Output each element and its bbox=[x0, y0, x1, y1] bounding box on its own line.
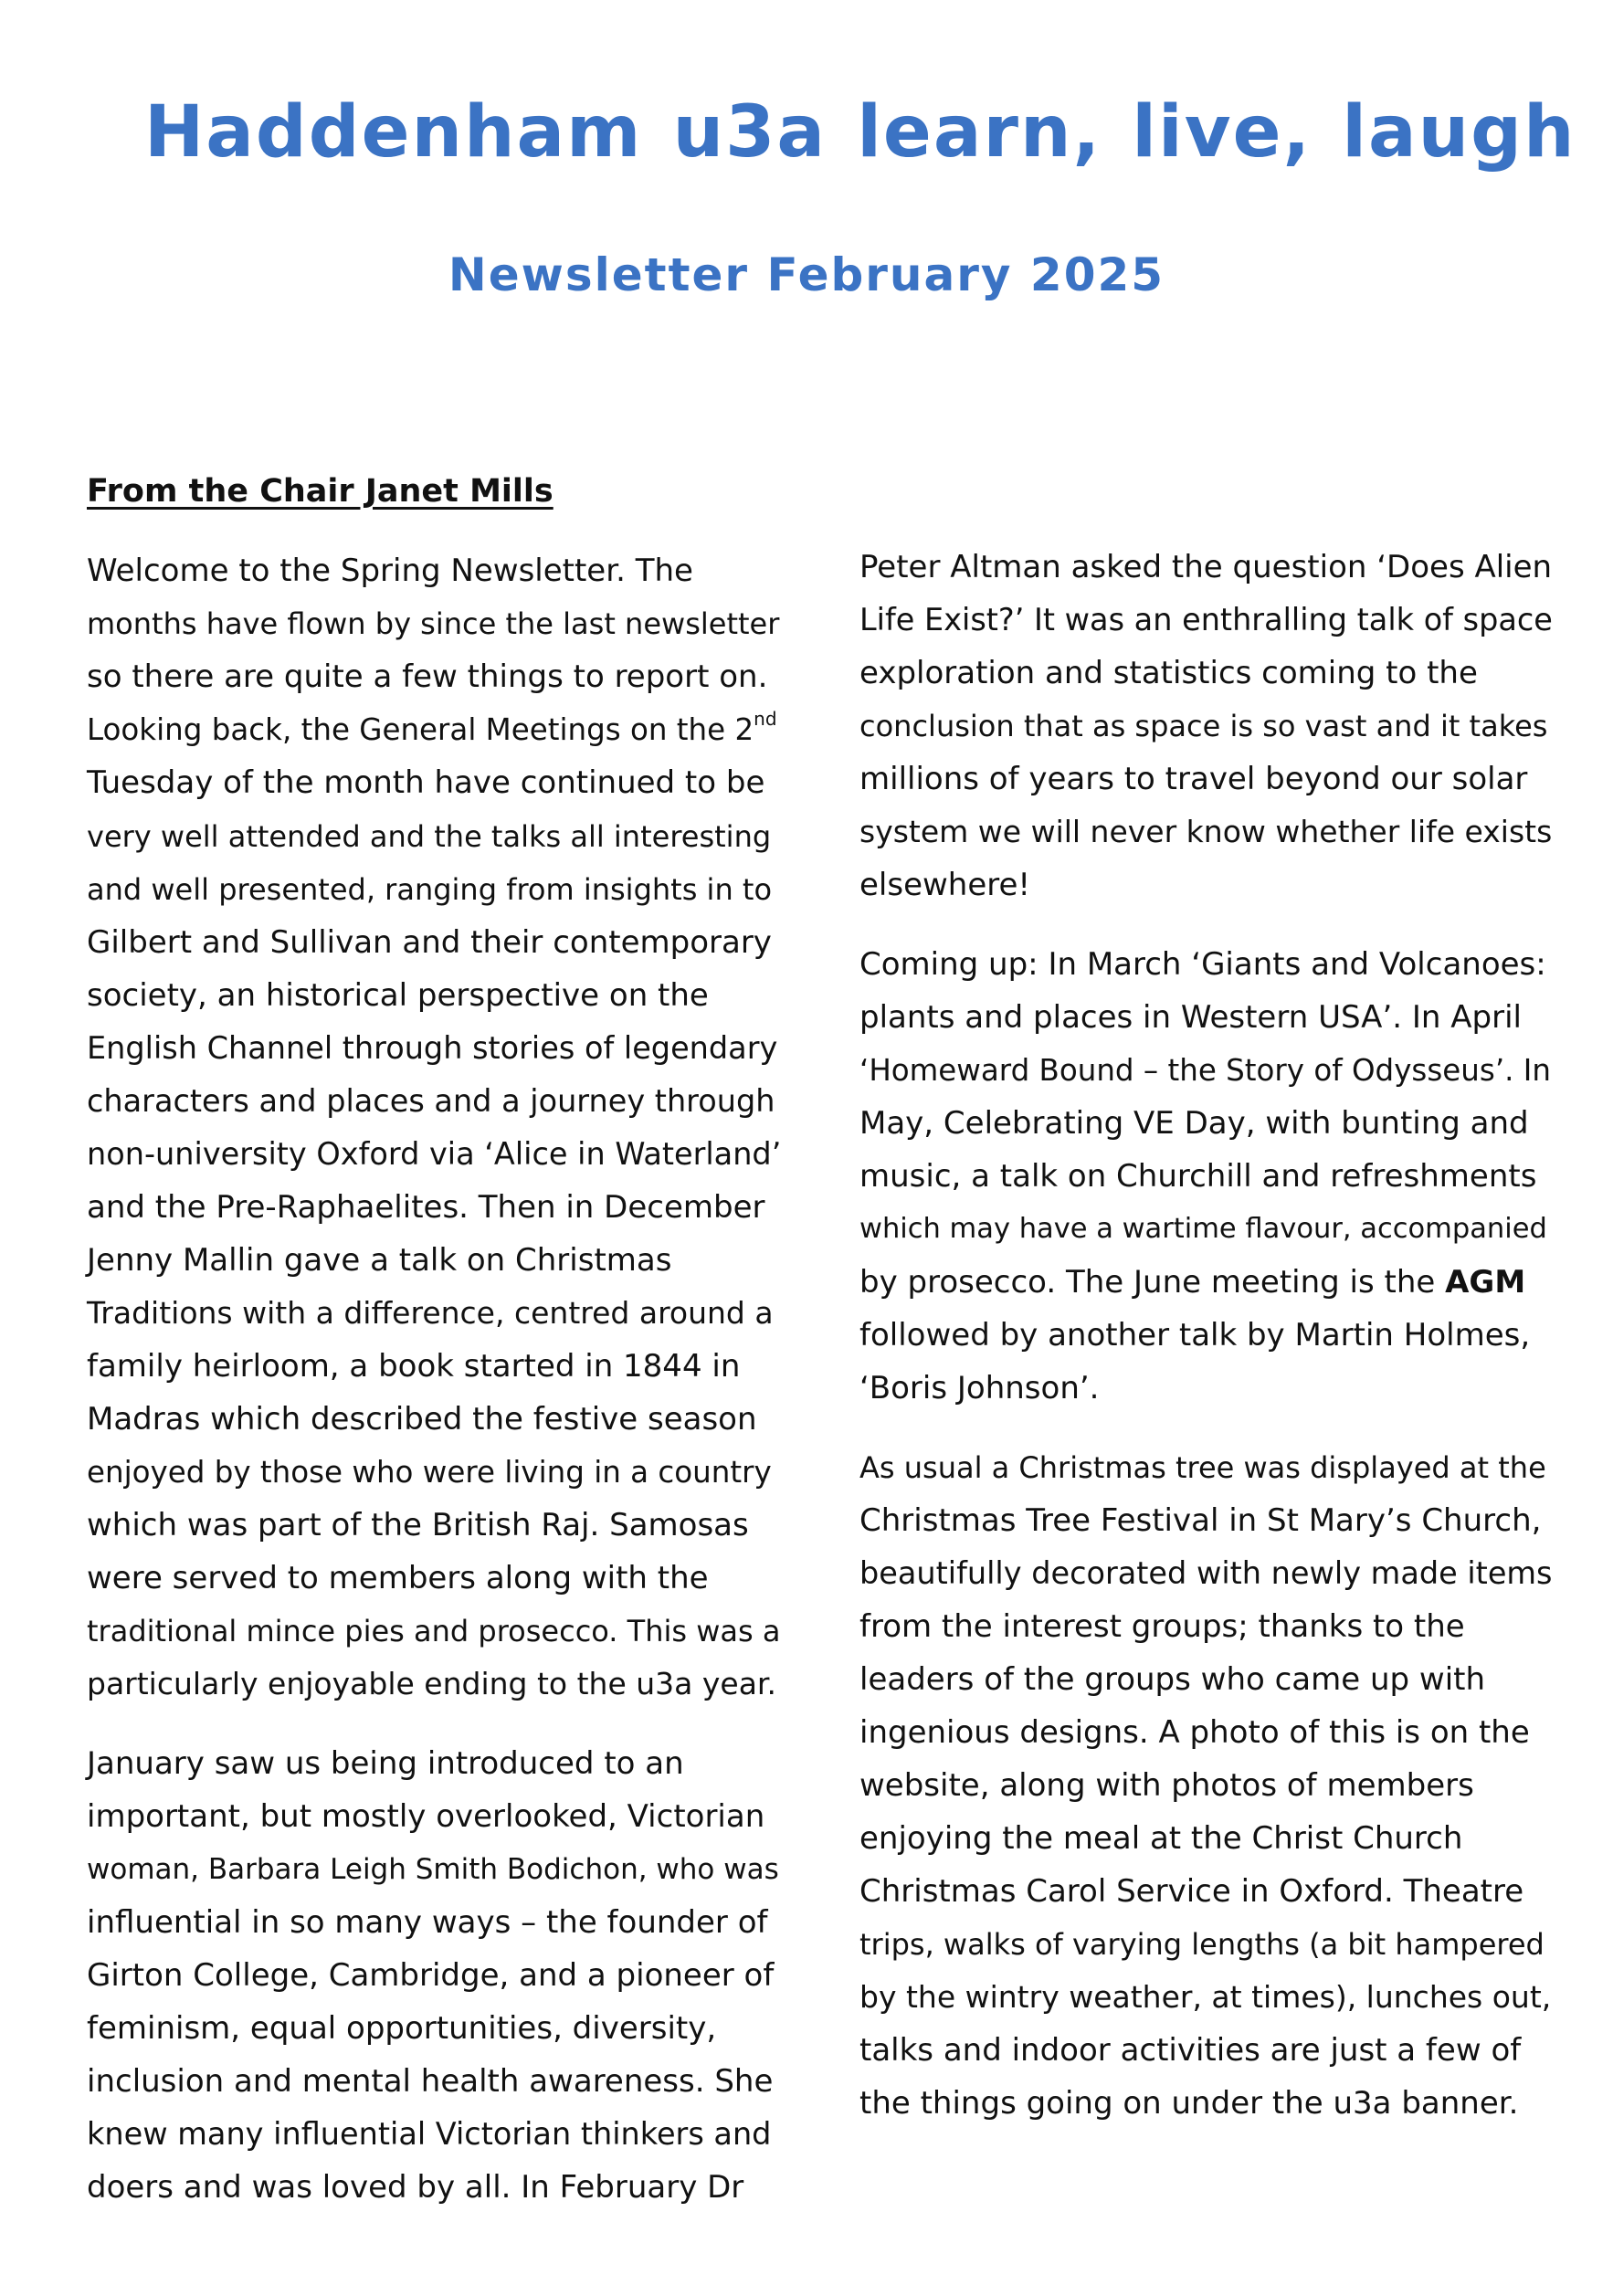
text-line: Jenny Mallin gave a talk on Christmas bbox=[87, 1242, 672, 1279]
text-line: influential in so many ways – the founder of bbox=[87, 1904, 768, 1941]
text-line: important, but mostly overlooked, Victorian bbox=[87, 1798, 765, 1835]
text-line-main: Looking back, the General Meetings on the 2 bbox=[87, 712, 754, 747]
text-line: doers and was loved by all. In February Dr bbox=[87, 2169, 744, 2206]
text-line: were served to members along with the bbox=[87, 1560, 709, 1596]
text-line: months have flown by since the last newsletter bbox=[87, 606, 780, 641]
text-line: very well attended and the talks all interesting bbox=[87, 819, 772, 854]
text-line: Life Exist?’ It was an enthralling talk of space bbox=[859, 602, 1553, 637]
text-line: and well presented, ranging from insights in to bbox=[87, 872, 773, 907]
text-line: beautifully decorated with newly made items bbox=[859, 1555, 1553, 1591]
text-line: English Channel through stories of legendary bbox=[87, 1030, 778, 1066]
text-line: conclusion that as space is so vast and it takes bbox=[859, 709, 1548, 743]
text-line: ‘Homeward Bound – the Story of Odysseus’. In bbox=[859, 1053, 1551, 1088]
title-line-2: Newsletter February 2025 bbox=[448, 248, 1165, 301]
text-line: Christmas Carol Service in Oxford. Theatre bbox=[859, 1873, 1524, 1910]
text-line: from the interest groups; thanks to the bbox=[859, 1608, 1465, 1645]
text-line: the things going on under the u3a banner. bbox=[859, 2085, 1519, 2122]
text-line: characters and places and a journey through bbox=[87, 1083, 775, 1119]
text-line: Tuesday of the month have continued to be bbox=[87, 764, 765, 801]
text-line: Welcome to the Spring Newsletter. The bbox=[87, 553, 693, 589]
text-line-main: by prosecco. The June meeting is the bbox=[859, 1264, 1446, 1301]
text-line: January saw us being introduced to an bbox=[87, 1745, 684, 1782]
text-line: Peter Altman asked the question ‘Does Alien bbox=[859, 549, 1553, 585]
text-line: by the wintry weather, at times), lunches out, bbox=[859, 1979, 1552, 2015]
text-line: which was part of the British Raj. Samosas bbox=[87, 1507, 749, 1543]
text-line: feminism, equal opportunities, diversity, bbox=[87, 2010, 717, 2047]
text-line: and the Pre-Raphaelites. Then in December bbox=[87, 1189, 765, 1226]
text-line: traditional mince pies and prosecco. This was a bbox=[87, 1614, 781, 1648]
title-line-1: Haddenham u3a learn, live, laugh bbox=[144, 91, 1576, 174]
text-line: particularly enjoyable ending to the u3a year. bbox=[87, 1666, 776, 1701]
text-line: ‘Boris Johnson’. bbox=[859, 1370, 1100, 1406]
text-line: which may have a wartime flavour, accompanied bbox=[859, 1213, 1547, 1245]
text-line: website, along with photos of members bbox=[859, 1767, 1474, 1804]
text-line: elsewhere! bbox=[859, 867, 1031, 903]
text-line: Christmas Tree Festival in St Mary’s Church, bbox=[859, 1502, 1542, 1539]
text-line: so there are quite a few things to report on. bbox=[87, 658, 768, 695]
agm-emphasis: AGM bbox=[1445, 1264, 1526, 1301]
text-line: woman, Barbara Leigh Smith Bodichon, who was bbox=[87, 1853, 779, 1886]
text-line: society, an historical perspective on the bbox=[87, 977, 709, 1014]
text-line: ingenious designs. A photo of this is on the bbox=[859, 1714, 1530, 1751]
text-line: millions of years to travel beyond our solar bbox=[859, 761, 1528, 797]
text-line: followed by another talk by Martin Holmes, bbox=[859, 1317, 1531, 1353]
text-line: inclusion and mental health awareness. She bbox=[87, 2063, 774, 2100]
text-line: music, a talk on Churchill and refreshments bbox=[859, 1158, 1537, 1195]
text-line: family heirloom, a book started in 1844 in bbox=[87, 1348, 741, 1385]
text-line: knew many influential Victorian thinkers and bbox=[87, 2116, 772, 2152]
section-heading: From the Chair Janet Mills bbox=[87, 473, 553, 510]
text-line: As usual a Christmas tree was displayed at the bbox=[859, 1450, 1546, 1485]
text-line: leaders of the groups who came up with bbox=[859, 1661, 1486, 1698]
text-line: trips, walks of varying lengths (a bit hampered bbox=[859, 1927, 1544, 1962]
text-line: enjoyed by those who were living in a country bbox=[87, 1455, 772, 1490]
text-line: exploration and statistics coming to the bbox=[859, 655, 1478, 691]
text-line: non-university Oxford via ‘Alice in Waterland’ bbox=[87, 1136, 782, 1172]
text-line: plants and places in Western USA’. In April bbox=[859, 999, 1522, 1036]
text-line: Coming up: In March ‘Giants and Volcanoes: bbox=[859, 946, 1546, 983]
text-line: Gilbert and Sullivan and their contemporary bbox=[87, 924, 772, 961]
text-line: May, Celebrating VE Day, with bunting and bbox=[859, 1105, 1529, 1142]
text-line: Girton College, Cambridge, and a pioneer of bbox=[87, 1957, 775, 1994]
text-line bbox=[87, 708, 777, 748]
text-line: talks and indoor activities are just a few of bbox=[859, 2032, 1522, 2069]
ordinal-superscript: nd bbox=[754, 708, 777, 730]
text-line bbox=[859, 1264, 1525, 1301]
text-line: system we will never know whether life exists bbox=[859, 814, 1553, 849]
text-line: Madras which described the festive season bbox=[87, 1401, 757, 1438]
text-line: Traditions with a difference, centred around a bbox=[87, 1295, 774, 1331]
text-line: enjoying the meal at the Christ Church bbox=[859, 1820, 1463, 1857]
